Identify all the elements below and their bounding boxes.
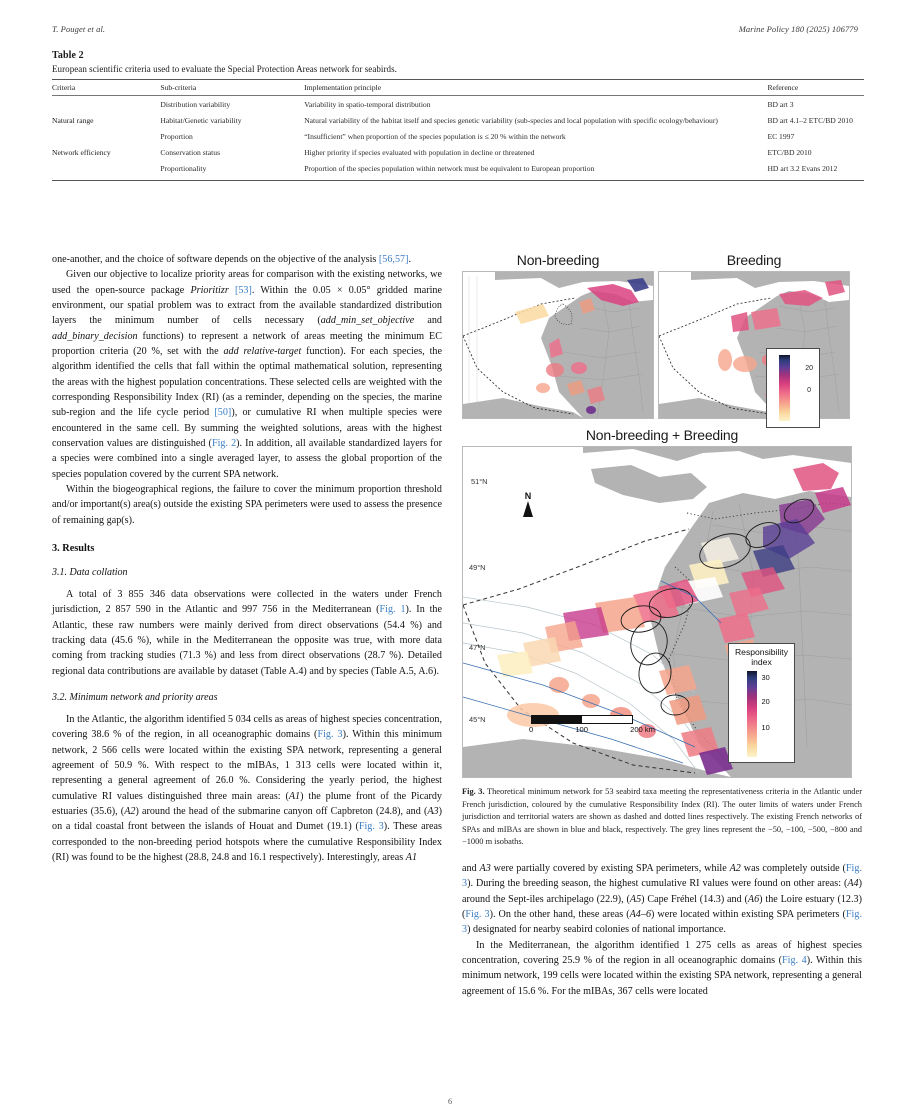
table-header-row — [52, 80, 864, 96]
para-text: ). In the Atlantic, these raw numbers were mainly derived from direct observations (54.4 %) and tracking data (45.6 %), while in the Mediterranean the opposite was true, with more data coming from tracking studies (71.3 %) and less from direct observations (28.7 %). Detailed regional data contributions are available by dataset (Table A.4) and by species (Table A.5, A.6). — [52, 604, 443, 677]
legend-colorbar — [747, 671, 757, 757]
cell-sub-criteria: Distribution variability — [160, 99, 231, 109]
figure-link[interactable]: Fig. 3 — [317, 729, 343, 741]
panel-non-breeding — [462, 252, 654, 419]
cell-reference: BD art 3 — [767, 99, 794, 109]
colorbar-gradient — [779, 355, 790, 421]
figure-link[interactable]: Fig. 2 — [211, 437, 237, 449]
scale-bar-empty — [582, 716, 632, 723]
legend-body — [735, 671, 788, 757]
para-text: . Within the 0.05 × 0.05° gridded marine environment, our spatial problem was to extract from the available standardized distribution layers the minimum number of cells necessary ( — [52, 284, 442, 327]
table-row — [52, 112, 864, 128]
para-text: was completely outside ( — [740, 863, 846, 875]
subsection-heading-minimum-network: 3.2. Minimum network and priority areas — [52, 691, 218, 703]
para-text: ). During the breeding season, the highest cumulative RI values were found on other areas: ( — [467, 878, 848, 890]
cell-reference: EC 1997 — [767, 131, 795, 141]
legend-tick-10: 10 — [761, 723, 770, 732]
paragraph-biogeographical: Within the biogeographical regions, the failure to cover the minimum proportion threshold and/or important(s) area(s) outside the existing SPA perimeters were used to assess the presence of remaining gap(s). — [52, 483, 442, 526]
criteria-table — [52, 79, 864, 181]
col-header-sub-criteria: Sub-criteria — [160, 80, 304, 96]
table-row — [52, 96, 864, 113]
panel-combined — [462, 427, 862, 778]
para-text: In the Mediterranean, the algorithm identified 1 275 cells as areas of highest species concentration, covering 25.9 % of the region in all oceanographic domains ( — [462, 939, 862, 967]
legend-tick-labels — [760, 671, 775, 757]
para-text: ). These areas corresponded to the non-breeding period hotspots where the cumulative Responsibility Index (RI) was found to be the highest (28.8, 24.8 and 16.1 respectively). Interestingly, areas — [52, 821, 442, 863]
cell-reference: BD art 4.1–2 ETC/BD 2010 — [767, 115, 853, 125]
scale-label-mid: 100 — [575, 725, 588, 734]
function-name: add relative-target — [223, 345, 302, 357]
area-label: A1 — [405, 851, 418, 863]
area-label: A3 — [479, 863, 491, 875]
legend-tick-20: 20 — [761, 697, 770, 706]
para-text: were partially covered by existing SPA perimeters, while — [490, 863, 730, 875]
scale-bar-fill — [532, 716, 582, 723]
small-colorbar — [766, 348, 820, 428]
para-text-end: . — [408, 254, 412, 265]
para-text: one-another, and the choice of software depends on the objective of the analysis — [52, 254, 377, 265]
table-row — [52, 144, 864, 160]
cell-sub-criteria: Proportion — [160, 131, 193, 141]
colorbar-tick-0: 0 — [807, 387, 811, 394]
para-text: and — [414, 315, 442, 327]
small-panels-row — [462, 252, 862, 419]
cell-principle: Higher priority if species evaluated with population in decline or threatened — [304, 147, 535, 157]
figure-link[interactable]: Fig. 3 — [462, 863, 862, 890]
para-text: ). Within this minimum network, 2 566 cells were located within the existing SPA network, representing a general agreement of 50.9 %. With respect to the mIBAs, 1 313 cells were located within it, representing a general agreement of 26.0 %. Considering the yearly period, the highest cumulative RI values distinguished three main areas: ( — [52, 729, 443, 802]
para-text: Given our objective to localize priority areas for comparison with the existing networks, we used the open-source package — [52, 269, 442, 296]
figure-caption-text: Theoretical minimum network for 53 seabird taxa meeting the representativeness criteria in the Atlantic under French jurisdiction, coloured by the cumulative Responsibility Index (RI). The outer limits of waters under French jurisdiction and territorial waters are shown as dashed and dotted lines respectively. The existing French networks of SPAs and mIBAs are shown in blue and black, respectively. The grey lines represent the −50, −100, −500, −800 and −1000 m isobaths. — [462, 787, 862, 847]
lat-label-45N: 45°N — [469, 715, 486, 724]
area-label: A4 — [847, 878, 859, 890]
north-arrow — [523, 491, 533, 517]
map-graphic — [659, 272, 849, 418]
paragraph-atlantic-results — [52, 712, 442, 865]
north-arrow-icon — [523, 501, 533, 517]
paragraph-breeding-areas — [462, 861, 862, 938]
table-2-block — [52, 50, 864, 181]
cell-principle: Variability in spatio-temporal distribution — [304, 99, 431, 109]
cell-principle: Proportion of the species population within network must be equivalent to European proportion — [304, 160, 767, 180]
cell-sub-criteria: Proportionality — [160, 160, 304, 180]
running-head-authors: T. Pouget et al. — [52, 24, 106, 34]
figure-3 — [462, 252, 862, 849]
north-label: N — [524, 491, 532, 501]
para-text: A total of 3 855 346 data observations were collected in the waters under French jurisdiction, 2 857 590 in the Atlantic and 997 756 in the Mediterranean ( — [52, 588, 442, 616]
map-non-breeding — [462, 271, 654, 419]
citation-link[interactable]: [56,57] — [378, 254, 409, 265]
scale-label-start: 0 — [529, 725, 534, 734]
para-text: ) the plume front of the Picardy estuaries (35.6), ( — [52, 790, 442, 817]
legend-title-line2: index — [751, 657, 772, 668]
paragraph-data-total — [52, 587, 442, 679]
figure-link[interactable]: Fig. 4 — [782, 955, 807, 967]
para-text: ) around the Sept-iles archipelago (22.9), ( — [462, 878, 862, 905]
area-label: A2 — [729, 863, 741, 875]
citation-link[interactable]: [50] — [214, 407, 232, 419]
figure-caption-label: Fig. 3. — [462, 787, 485, 796]
legend-responsibility-index — [728, 643, 795, 763]
para-text: ) the Loire estuary (12.3) ( — [462, 893, 862, 921]
area-label: A1 — [288, 790, 301, 802]
legend-tick-30: 30 — [761, 673, 770, 682]
para-text: ). Within this minimum network, 199 cells were located within the existing SPA network, representing a general agreement of 15.6 %. For the mIBAs, 367 cells were located — [462, 955, 862, 997]
figure-link[interactable]: Fig. 1 — [379, 604, 406, 616]
figure-link[interactable]: Fig. 3 — [462, 909, 862, 936]
col-header-reference: Reference — [767, 80, 864, 96]
para-text: ) Cape Fréhel (14.3) and ( — [641, 893, 748, 905]
para-text: ). On the other hand, these areas ( — [489, 909, 630, 921]
colorbar-tick-20: 20 — [805, 365, 813, 372]
table-caption: European scientific criteria used to evaluate the Special Protection Areas network for seabirds. — [52, 64, 397, 74]
figure-link[interactable]: Fig. 3 — [465, 909, 490, 921]
map-breeding — [658, 271, 850, 419]
function-name: add_binary_decision — [52, 330, 138, 342]
para-text: ) were located within existing SPA perimeters ( — [651, 909, 846, 921]
legend-title-line1: Responsibility — [734, 647, 788, 658]
subsection-heading-data-collation: 3.1. Data collation — [52, 566, 128, 578]
lat-label-51N: 51°N — [471, 477, 488, 486]
scale-bar-labels — [529, 725, 655, 734]
scale-label-end: 200 km — [630, 725, 655, 734]
area-label: A2 — [124, 805, 136, 817]
cell-principle: Natural variability of the habitat itself and species genetic variability (sub-species and local population with specific ecology/behaviour) — [304, 115, 718, 125]
cell-sub-criteria: Conservation status — [160, 147, 221, 157]
running-head — [52, 24, 858, 34]
paragraph-mediterranean-results — [462, 938, 862, 999]
table-row — [52, 128, 864, 144]
cell-reference: HD art 3.2 Evans 2012 — [767, 160, 864, 180]
panel-title-breeding: Breeding — [726, 252, 782, 268]
figure-caption — [462, 786, 862, 849]
table-row — [52, 160, 864, 180]
panel-title-non-breeding: Non-breeding — [516, 252, 600, 268]
panel-title-combined: Non-breeding + Breeding — [585, 427, 739, 443]
cell-criteria: Network efficiency — [52, 147, 111, 157]
figure-link[interactable]: Fig. 3 — [358, 821, 384, 833]
para-text: ) on a tidal coastal front between the islands of Houat and Dumet (19.1) ( — [52, 805, 442, 833]
table-number: Table 2 — [52, 50, 84, 61]
para-text: ) designated for nearby seabird colonies of national importance. — [467, 924, 726, 936]
panel-breeding — [658, 252, 850, 419]
right-column — [462, 252, 862, 999]
area-label: A6 — [747, 893, 760, 905]
left-text-column — [52, 252, 442, 865]
cell-criteria — [52, 96, 160, 113]
page-number: 6 — [448, 1097, 452, 1106]
map-combined — [462, 446, 852, 778]
area-label: A4–6 — [629, 909, 652, 921]
section-heading-results: 3. Results — [52, 542, 95, 554]
cell-criteria — [52, 128, 160, 144]
lat-label-47N: 47°N — [469, 643, 486, 652]
para-text: and — [462, 863, 480, 875]
para-text: function). For each species, the algorithm identified the cells that fall within the optimal mathematical solution, representing the areas with the highest population concentrations. These selected cells are weighted with the corresponding Responsibility Index (RI) (as a reminder, depending on the species, the marine sub-region and the life cycle period — [52, 345, 442, 419]
para-text: In the Atlantic, the algorithm identified 5 034 cells as areas of highest species concentration, covering 38.6 % of the region, in all oceanographic domains ( — [52, 713, 442, 741]
running-head-journal: Marine Policy 180 (2025) 106779 — [738, 24, 858, 34]
cell-reference: ETC/BD 2010 — [767, 147, 812, 157]
cell-criteria — [52, 160, 160, 180]
area-label: A5 — [629, 893, 642, 905]
para-text: ), or cumulative RI when multiple species were encountered in the same cell. By summing the weighted solutions, areas with the highest conservation values are distinguished ( — [52, 407, 442, 449]
lat-label-49N: 49°N — [469, 563, 486, 572]
package-name: Prioritizr — [190, 284, 229, 296]
col-header-implementation: Implementation principle — [304, 80, 767, 96]
function-name: add_min_set_objective — [320, 315, 415, 327]
scale-bar — [531, 715, 655, 734]
cell-principle: “Insufficient” when proportion of the species population is ≤ 20 % within the network — [304, 131, 566, 141]
map-graphic — [463, 272, 653, 418]
citation-link[interactable]: [53] — [234, 284, 252, 296]
cell-criteria: Natural range — [52, 115, 94, 125]
paragraph-prioritizr — [52, 267, 442, 482]
para-text: ) around the head of the submarine canyon off Capbreton (24.8), and ( — [135, 805, 428, 817]
para-text: ). In addition, all available standardized layers for a species were combined into a single averaged layer, to assess the global proportion of the species population covered by the current SPA network. — [52, 437, 442, 480]
cell-sub-criteria: Habitat/Genetic variability — [160, 115, 242, 125]
para-text: functions) to represent a network of areas meeting the minimum EC proportion criteria (20 %, set with the — [52, 330, 442, 357]
scale-bar-track — [531, 715, 633, 724]
paragraph-software — [52, 252, 442, 267]
area-label: A3 — [427, 805, 439, 817]
col-header-criteria: Criteria — [52, 80, 160, 96]
